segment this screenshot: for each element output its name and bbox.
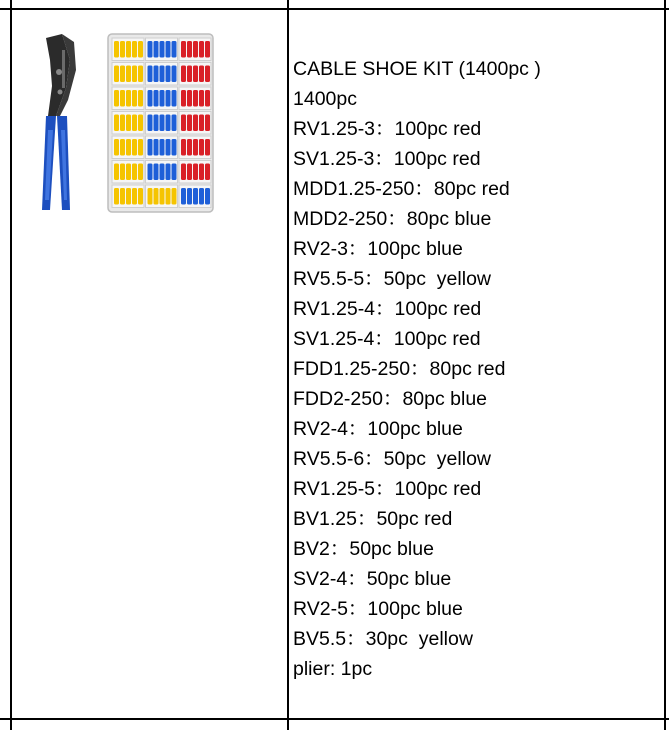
terminal-icon <box>187 188 192 205</box>
terminal-icon <box>193 115 198 132</box>
terminal-icon <box>126 139 131 156</box>
terminal-icon <box>199 66 204 83</box>
terminal-icon <box>181 115 186 132</box>
terminal-icon <box>166 164 171 181</box>
terminal-kit-box-icon <box>108 34 213 212</box>
terminal-icon <box>193 41 198 58</box>
terminal-icon <box>132 139 137 156</box>
terminal-icon <box>166 115 171 132</box>
terminal-icon <box>126 164 131 181</box>
terminal-icon <box>148 66 153 83</box>
kit-item: RV2-3：100pc blue <box>293 238 463 260</box>
kit-item: RV2-4：100pc blue <box>293 418 463 440</box>
terminal-icon <box>154 66 159 83</box>
terminal-icon <box>120 41 125 58</box>
kit-item: SV1.25-4：100pc red <box>293 328 481 350</box>
terminal-icon <box>172 41 177 58</box>
terminal-icon <box>120 115 125 132</box>
terminal-icon <box>205 90 210 107</box>
kit-item: SV2-4：50pc blue <box>293 568 452 590</box>
terminal-icon <box>181 66 186 83</box>
terminal-icon <box>199 164 204 181</box>
terminal-icon <box>120 90 125 107</box>
terminal-icon <box>172 115 177 132</box>
terminal-icon <box>154 115 159 132</box>
terminal-icon <box>193 66 198 83</box>
kit-count: 1400pc <box>293 88 357 110</box>
terminal-icon <box>160 41 165 58</box>
terminal-icon <box>154 188 159 205</box>
terminal-icon <box>138 115 143 132</box>
terminal-icon <box>114 188 119 205</box>
terminal-icon <box>205 41 210 58</box>
terminal-icon <box>126 90 131 107</box>
terminal-icon <box>148 188 153 205</box>
terminal-icon <box>193 188 198 205</box>
terminal-icon <box>187 41 192 58</box>
terminal-icon <box>160 188 165 205</box>
terminal-icon <box>205 115 210 132</box>
terminal-icon <box>172 66 177 83</box>
terminal-icon <box>160 139 165 156</box>
terminal-icon <box>160 90 165 107</box>
terminal-icon <box>205 188 210 205</box>
terminal-icon <box>114 41 119 58</box>
terminal-icon <box>166 139 171 156</box>
terminal-icon <box>172 90 177 107</box>
terminal-icon <box>205 139 210 156</box>
terminal-icon <box>148 90 153 107</box>
terminal-icon <box>154 90 159 107</box>
terminal-icon <box>114 115 119 132</box>
terminal-icon <box>205 164 210 181</box>
terminal-icon <box>199 90 204 107</box>
terminal-icon <box>138 90 143 107</box>
terminal-icon <box>120 188 125 205</box>
terminal-icon <box>120 66 125 83</box>
terminal-icon <box>148 139 153 156</box>
terminal-icon <box>154 164 159 181</box>
terminal-icon <box>199 139 204 156</box>
terminal-icon <box>172 188 177 205</box>
terminal-icon <box>148 41 153 58</box>
kit-item: RV2-5：100pc blue <box>293 598 463 620</box>
terminal-icon <box>132 66 137 83</box>
terminal-icon <box>154 41 159 58</box>
terminal-icon <box>138 188 143 205</box>
terminal-icon <box>187 115 192 132</box>
terminal-icon <box>114 90 119 107</box>
terminal-icon <box>199 188 204 205</box>
kit-item: MDD1.25-250：80pc red <box>293 178 510 200</box>
terminal-icon <box>181 188 186 205</box>
terminal-icon <box>138 41 143 58</box>
table-bottom-border <box>0 718 669 720</box>
crimping-plier-icon <box>42 34 76 210</box>
terminal-icon <box>160 164 165 181</box>
terminal-icon <box>138 164 143 181</box>
table-right-border <box>664 0 666 730</box>
terminal-icon <box>120 164 125 181</box>
product-description <box>293 54 663 684</box>
kit-title: CABLE SHOE KIT (1400pc ) <box>293 58 541 80</box>
terminal-icon <box>160 66 165 83</box>
terminal-icon <box>132 90 137 107</box>
terminal-icon <box>114 139 119 156</box>
terminal-icon <box>126 188 131 205</box>
terminal-icon <box>193 139 198 156</box>
terminal-icon <box>193 90 198 107</box>
kit-item: BV2：50pc blue <box>293 538 434 560</box>
kit-item: SV1.25-3：100pc red <box>293 148 481 170</box>
product-photo <box>26 30 221 215</box>
table-left-border <box>10 0 12 730</box>
terminal-icon <box>114 66 119 83</box>
kit-item: RV1.25-3：100pc red <box>293 118 482 140</box>
terminal-icon <box>154 139 159 156</box>
terminal-icon <box>181 164 186 181</box>
terminal-icon <box>120 139 125 156</box>
terminal-icon <box>193 164 198 181</box>
terminal-icon <box>166 66 171 83</box>
terminal-icon <box>199 115 204 132</box>
terminal-icon <box>205 66 210 83</box>
terminal-icon <box>160 115 165 132</box>
terminal-icon <box>187 139 192 156</box>
terminal-icon <box>138 66 143 83</box>
terminal-icon <box>148 164 153 181</box>
table-column-divider <box>287 0 289 730</box>
kit-item: FDD2-250：80pc blue <box>293 388 488 410</box>
terminal-icon <box>199 41 204 58</box>
terminal-icon <box>126 41 131 58</box>
terminal-icon <box>187 90 192 107</box>
terminal-icon <box>148 115 153 132</box>
table-top-border <box>0 8 669 10</box>
terminal-icon <box>172 164 177 181</box>
terminal-icon <box>132 188 137 205</box>
terminal-icon <box>114 164 119 181</box>
terminal-icon <box>166 90 171 107</box>
terminal-icon <box>132 164 137 181</box>
kit-item: RV5.5-5：50pc yellow <box>293 268 491 290</box>
terminal-icon <box>187 164 192 181</box>
kit-item: RV1.25-4：100pc red <box>293 298 482 320</box>
terminal-icon <box>132 115 137 132</box>
terminal-icon <box>138 139 143 156</box>
terminal-icon <box>166 41 171 58</box>
terminal-icon <box>132 41 137 58</box>
terminal-icon <box>187 66 192 83</box>
terminal-icon <box>166 188 171 205</box>
terminal-icon <box>172 139 177 156</box>
kit-item: RV5.5-6：50pc yellow <box>293 448 491 470</box>
terminal-icon <box>126 66 131 83</box>
terminal-icon <box>181 90 186 107</box>
terminal-icon <box>181 139 186 156</box>
terminal-icon <box>181 41 186 58</box>
kit-item: BV1.25：50pc red <box>293 508 453 530</box>
kit-plier: plier: 1pc <box>293 658 373 680</box>
terminal-icon <box>126 115 131 132</box>
kit-item: RV1.25-5：100pc red <box>293 478 482 500</box>
kit-item: FDD1.25-250：80pc red <box>293 358 506 380</box>
kit-item: MDD2-250：80pc blue <box>293 208 492 230</box>
kit-item: BV5.5：30pc yellow <box>293 628 473 650</box>
